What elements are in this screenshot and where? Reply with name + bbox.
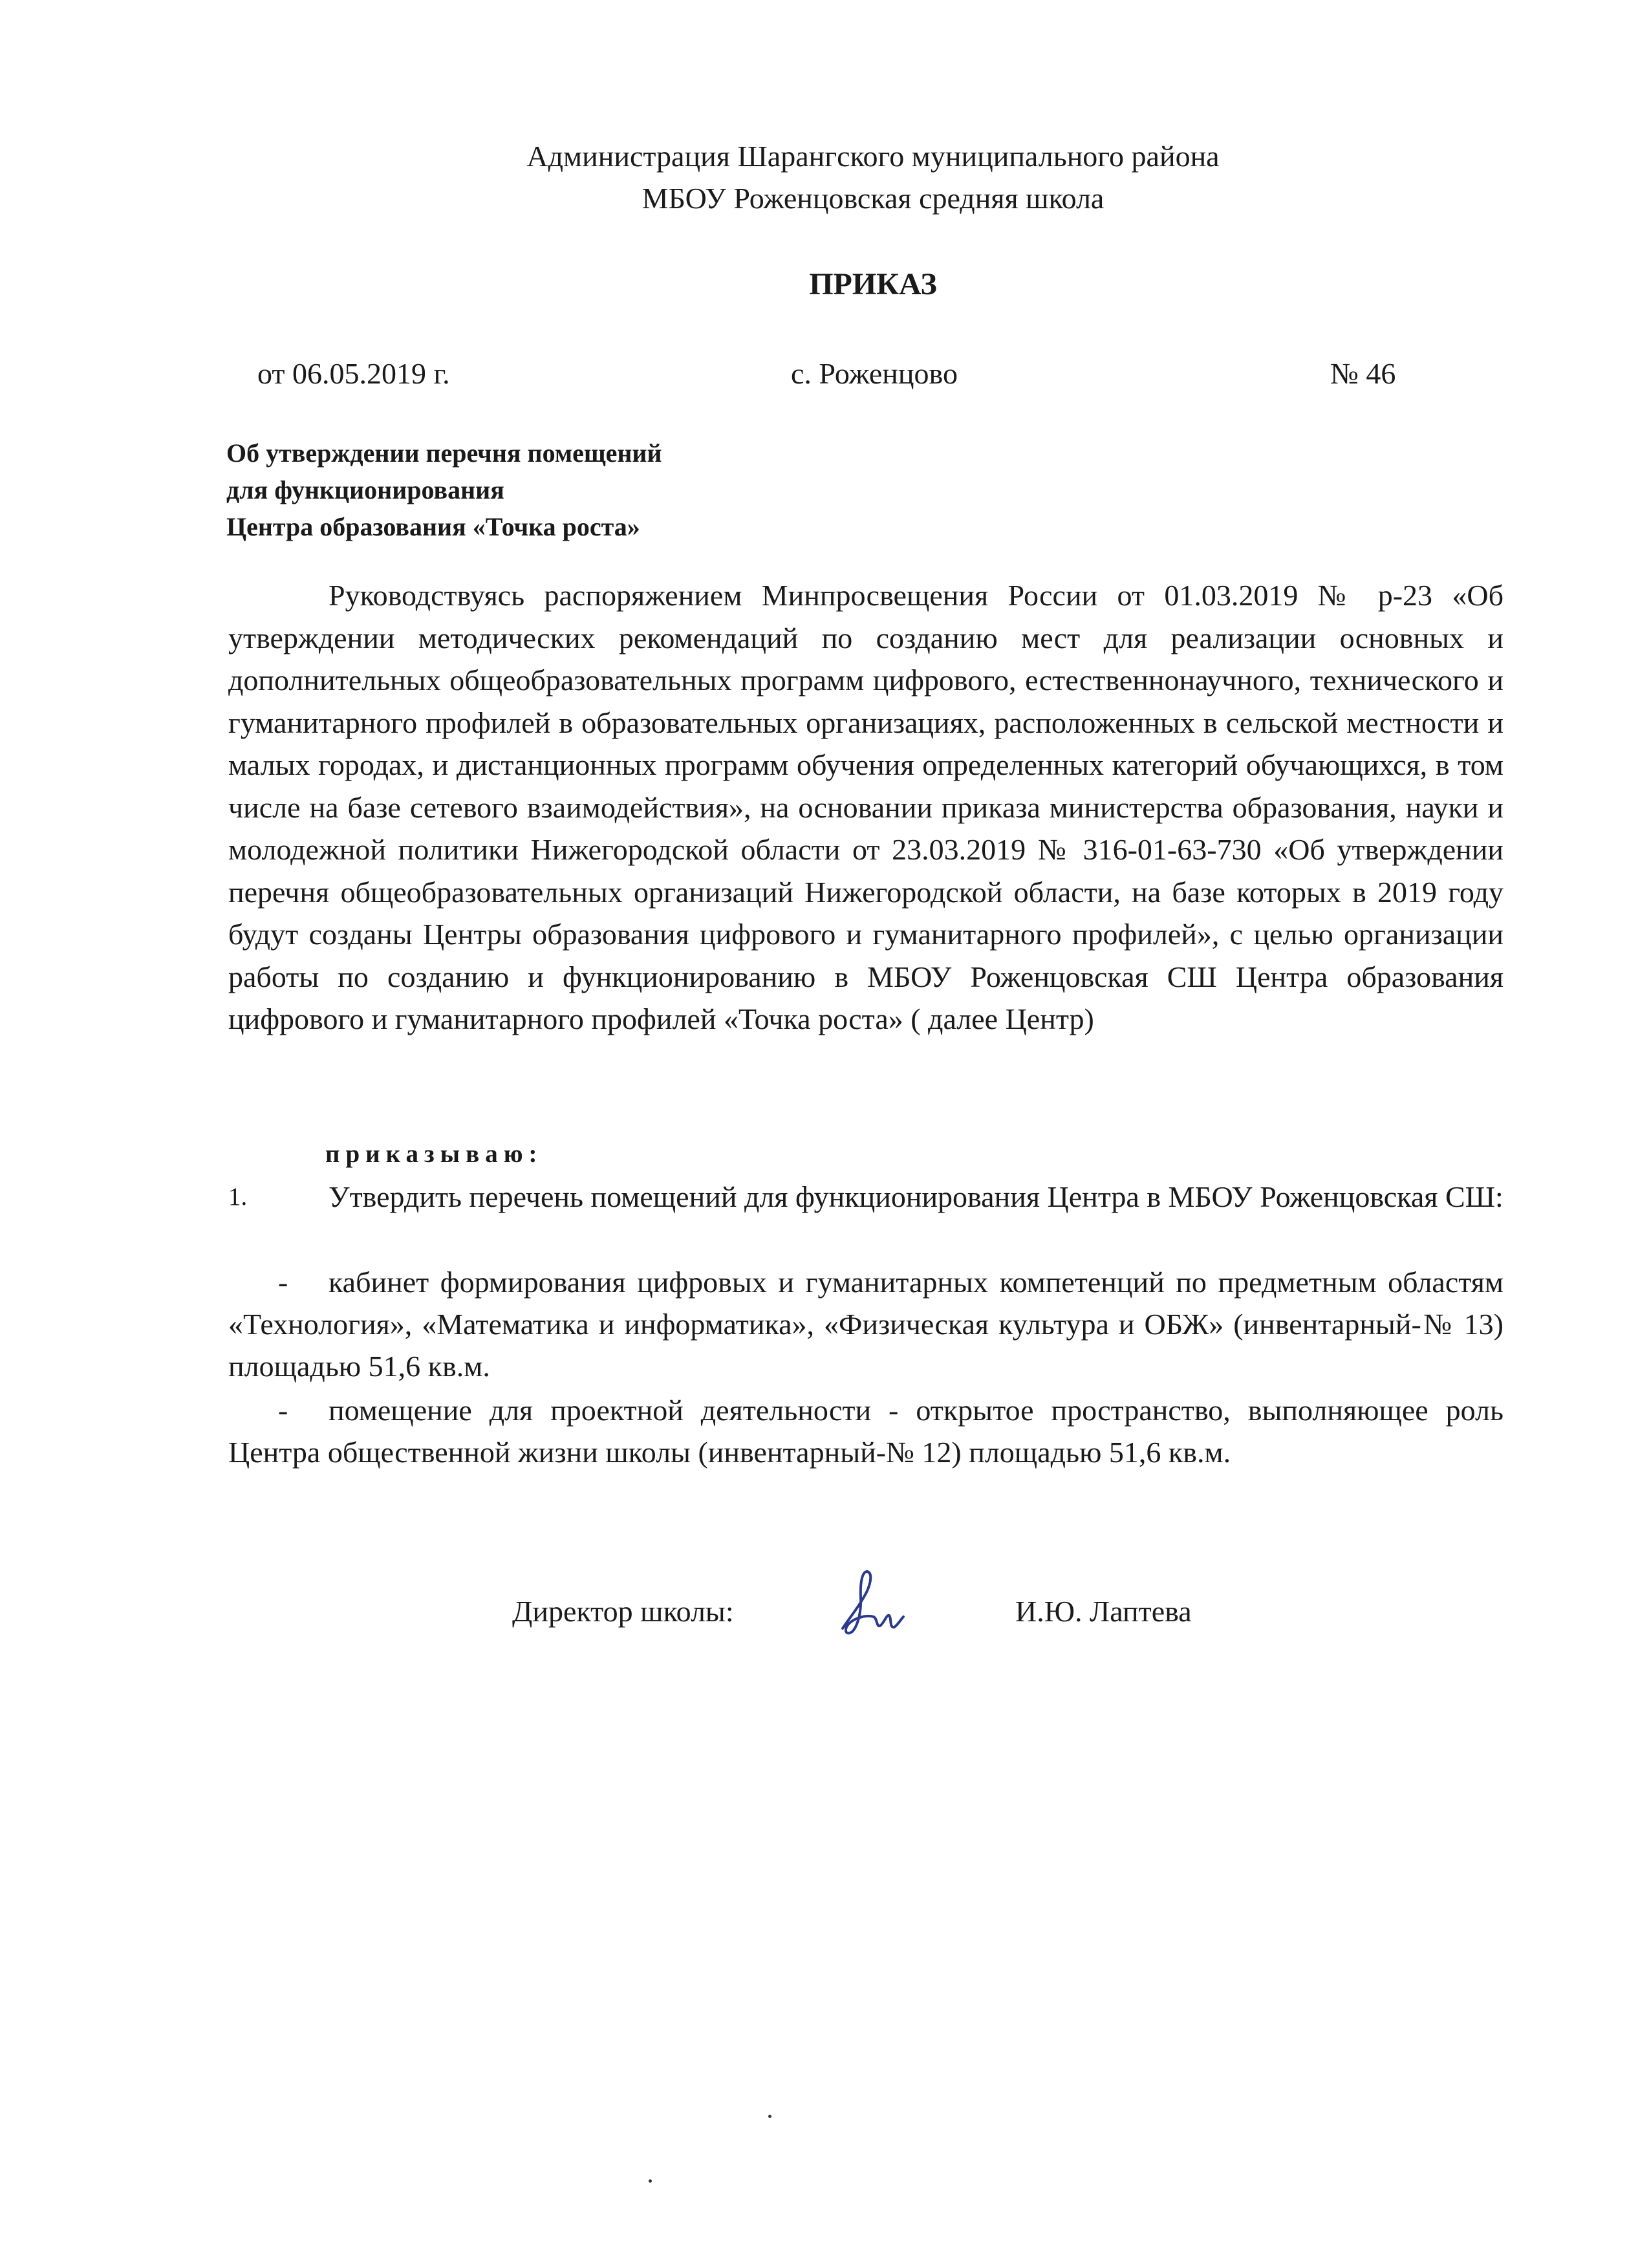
- handwritten-signature: [824, 1552, 909, 1649]
- order-date: от 06.05.2019 г.: [257, 357, 450, 390]
- order-subject: [226, 435, 662, 545]
- order-item-text: Утвердить перечень помещений для функционирования Центра в МБОУ Роженцовская СШ:: [329, 1180, 1503, 1213]
- subject-line: Центра образования «Точка роста»: [226, 512, 640, 541]
- document-title: ПРИКАЗ: [809, 267, 937, 301]
- signature-label: Директор школы:: [512, 1595, 734, 1628]
- order-verb: приказываю:: [325, 1140, 543, 1168]
- list-bullet-marker: -: [278, 1266, 288, 1299]
- director-name: И.Ю. Лаптева: [1015, 1595, 1192, 1628]
- order-number: № 46: [1330, 357, 1396, 390]
- header-organization: Администрация Шарангского муниципального района: [526, 140, 1220, 173]
- subject-line: для функционирования: [226, 475, 504, 504]
- list-bullet-marker: -: [278, 1394, 288, 1427]
- order-item-number: 1.: [228, 1183, 248, 1211]
- list-item-room-1: кабинет формирования цифровых и гуманитарных компетенций по предметным областям «Технология», «Математика и информатика», «Физическая культура и ОБЖ» (инвентарный-№ 13) площадью 51,6 кв.м.: [228, 1266, 1503, 1383]
- order-place: с. Роженцово: [791, 357, 958, 390]
- scan-speck: [649, 2179, 652, 2183]
- list-item-room-2: помещение для проектной деятельности - открытое пространство, выполняющее роль Центра общественной жизни школы (инвентарный-№ 12) площадью 51,6 кв.м.: [228, 1394, 1503, 1469]
- scan-speck: [768, 2115, 771, 2118]
- subject-line: Об утверждении перечня помещений: [226, 438, 662, 468]
- preamble-paragraph: Руководствуясь распоряжением Минпросвещения России от 01.03.2019 № р-23 «Об утверждении методических рекомендаций по созданию мест для реализации основных и дополнительных общеобразовательных программ цифрового, естественнонаучного, технического и гуманитарного профилей в образовательных организациях, расположенных в сельской местности и малых городах, и дистанционных программ обучения определенных категорий обучающихся, в том числе на базе сетевого взаимодействия», на основании приказа министерства образования, науки и молодежной политики Нижегородской области от 23.03.2019 № 316-01-63-730 «Об утверждении перечня общеобразовательных организаций Нижегородской области, на базе которых в 2019 году будут созданы Центры образования цифрового и гуманитарного профилей», с целью организации работы по созданию и функционированию в МБОУ Роженцовская СШ Центра образования цифрового и гуманитарного профилей «Точка роста» ( далее Центр): [228, 579, 1503, 1035]
- header-school: МБОУ Роженцовская средняя школа: [641, 182, 1105, 215]
